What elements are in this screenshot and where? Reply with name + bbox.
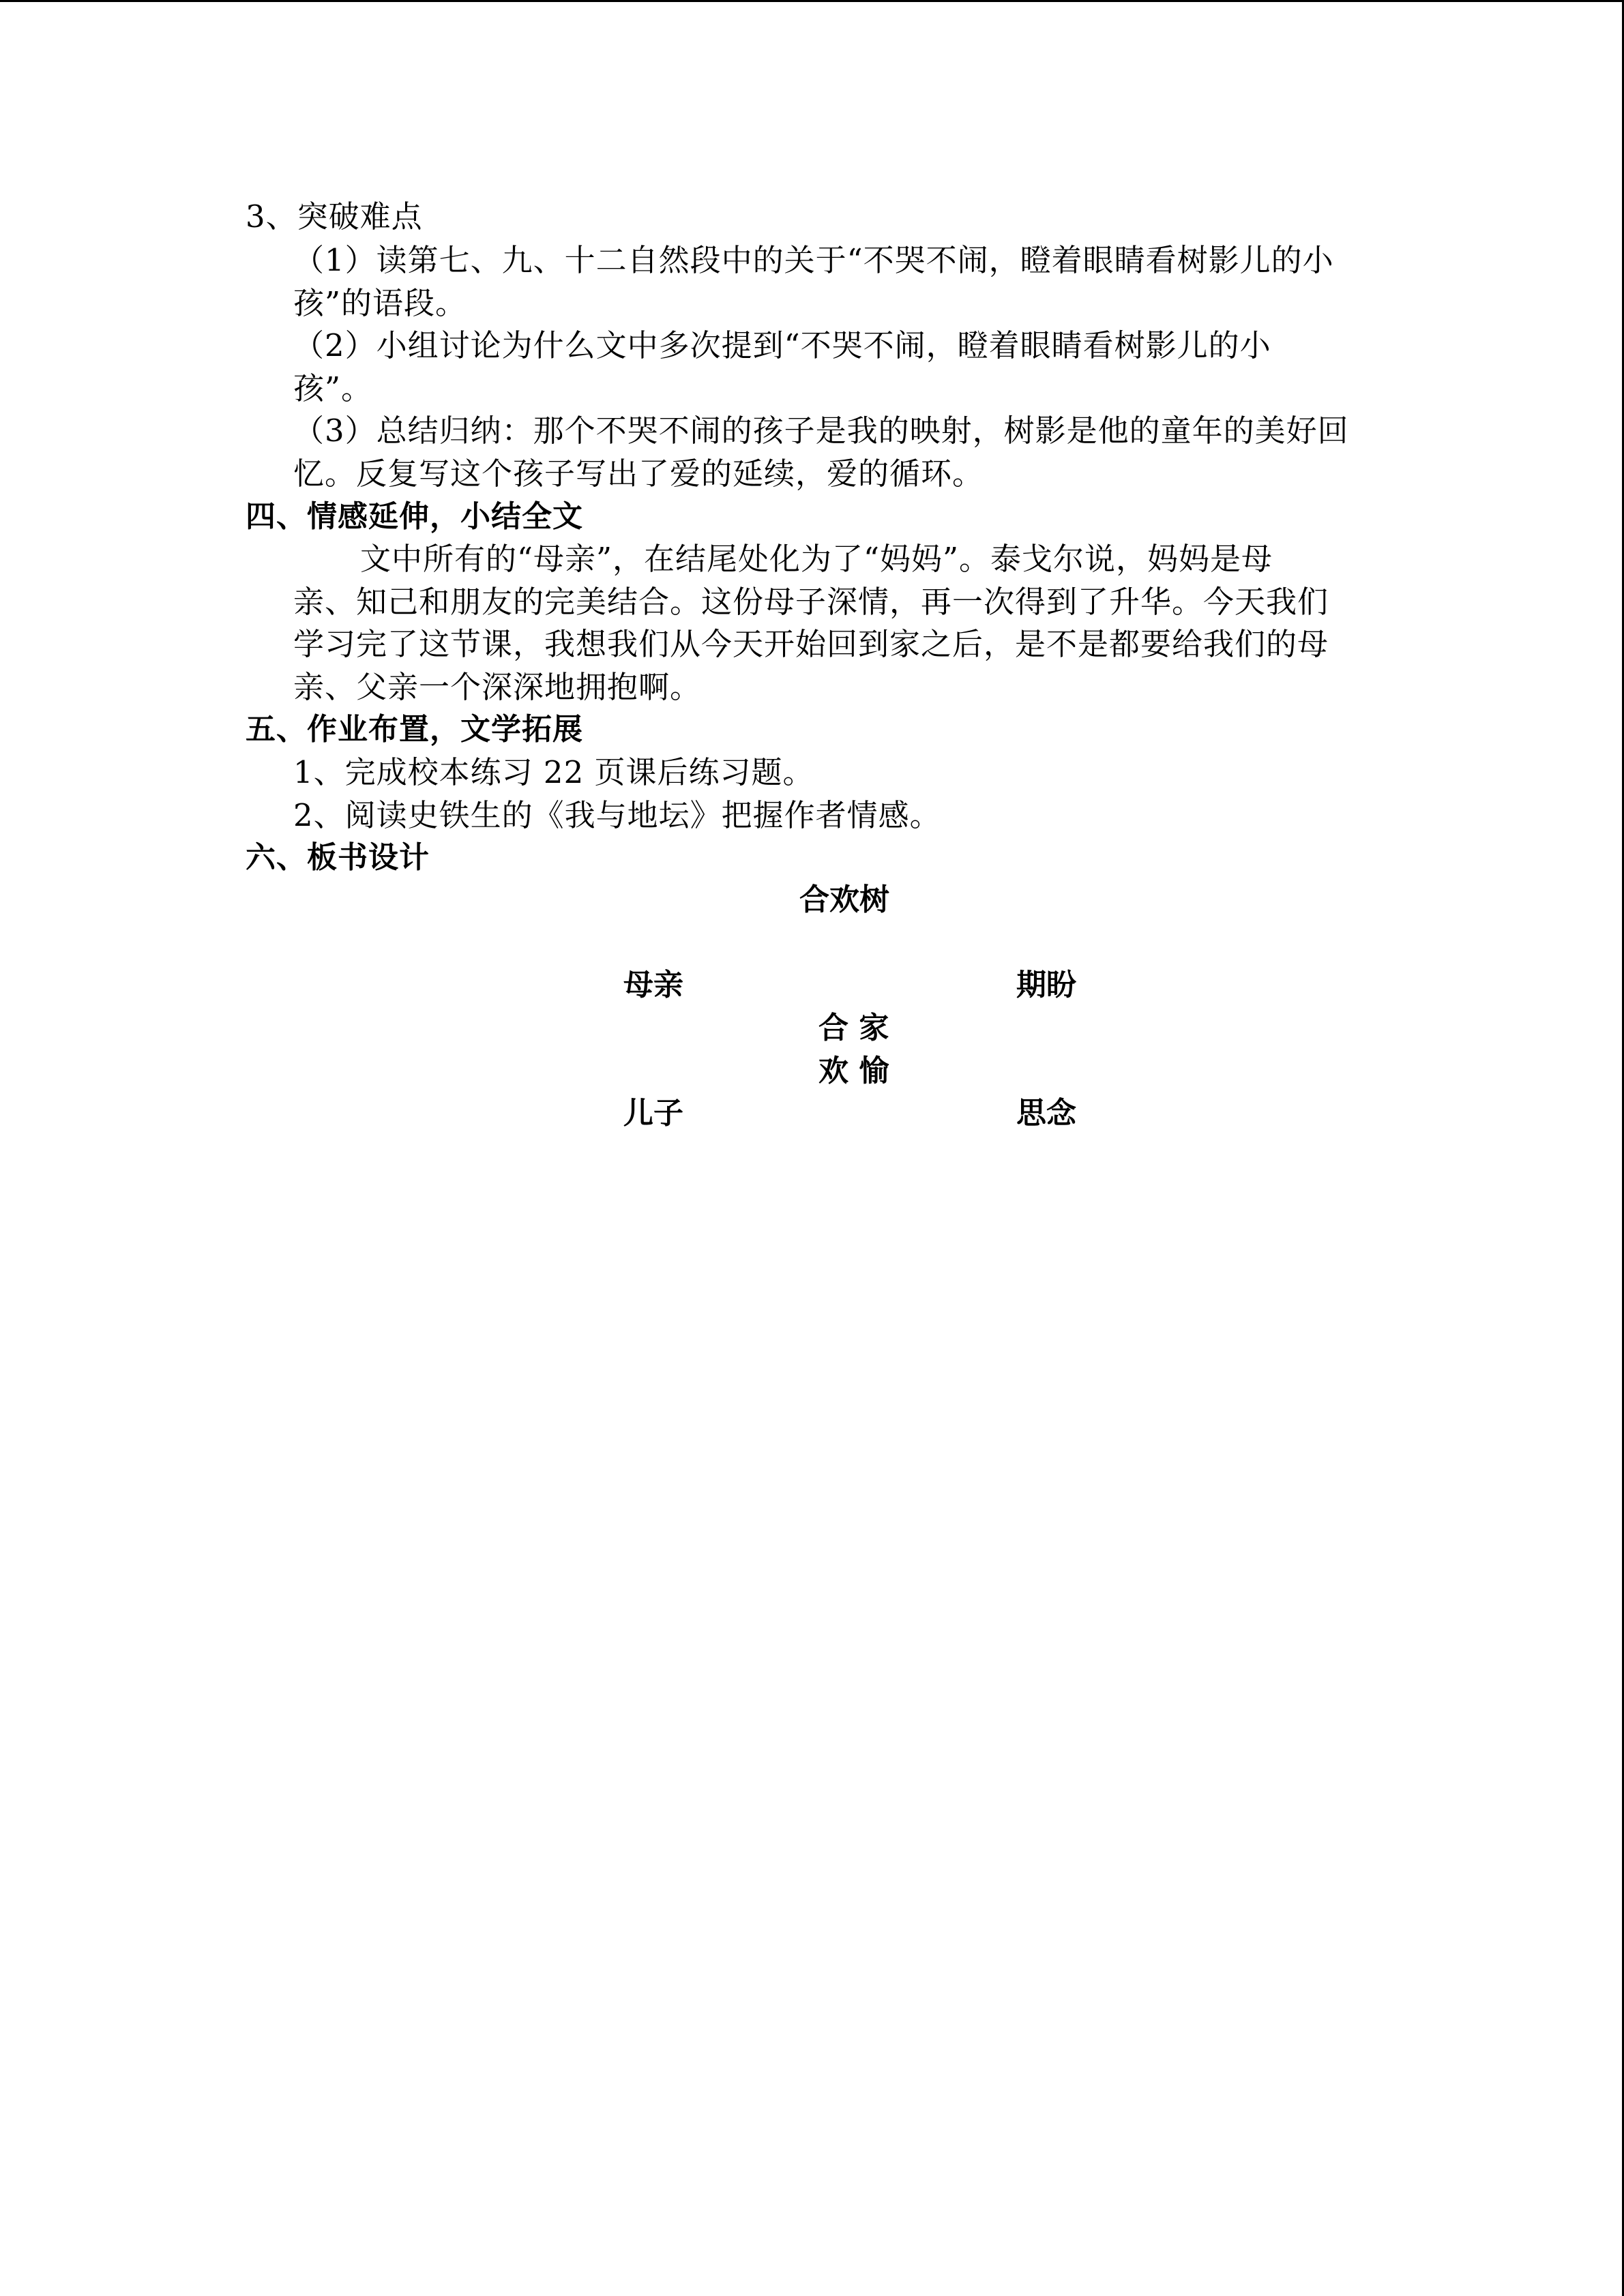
- board-left-top: 母亲: [623, 968, 683, 1002]
- difficulty-item-1-line-1: （1）读第七、九、十二自然段中的关于“不哭不闹，瞪着眼睛看树影儿的小: [293, 242, 1334, 278]
- section-heading-board: 六、板书设计: [246, 840, 430, 875]
- section-heading-homework: 五、作业布置，文学拓展: [246, 712, 583, 747]
- board-center-line-2: 欢 愉: [818, 1054, 889, 1088]
- board-left-bottom: 儿子: [623, 1096, 683, 1131]
- emotion-paragraph-line-4: 亲、父亲一个深深地拥抱啊。: [293, 669, 702, 705]
- difficulty-item-2-line-2: 孩”。: [293, 370, 373, 406]
- emotion-paragraph-line-3: 学习完了这节课，我想我们从今天开始回到家之后，是不是都要给我们的母: [293, 626, 1329, 662]
- page-top-border: [0, 0, 1624, 2]
- difficulty-item-1-line-2: 孩”的语段。: [293, 285, 467, 321]
- emotion-paragraph-line-1: 文中所有的“母亲”，在结尾处化为了“妈妈”。泰戈尔说，妈妈是母: [360, 541, 1273, 577]
- difficulty-item-2-line-1: （2）小组讨论为什么文中多次提到“不哭不闹，瞪着眼睛看树影儿的小: [293, 327, 1271, 363]
- homework-item-2: 2、阅读史铁生的《我与地坛》把握作者情感。: [293, 797, 941, 833]
- emotion-paragraph-line-2: 亲、知己和朋友的完美结合。这份母子深情，再一次得到了升华。今天我们: [293, 584, 1329, 620]
- board-right-bottom: 思念: [1016, 1096, 1076, 1131]
- homework-item-1: 1、完成校本练习 22 页课后练习题。: [293, 754, 814, 790]
- difficulty-item-3-line-2: 忆。反复写这个孩子写出了爱的延续，爱的循环。: [293, 456, 984, 492]
- board-center-line-1: 合 家: [818, 1011, 889, 1045]
- section-heading-difficulty: 3、突破难点: [246, 198, 423, 235]
- difficulty-item-3-line-1: （3）总结归纳：那个不哭不闹的孩子是我的映射，树影是他的童年的美好回: [293, 413, 1349, 449]
- board-right-top: 期盼: [1016, 968, 1076, 1002]
- board-title: 合欢树: [799, 882, 889, 917]
- section-heading-emotion: 四、情感延伸，小结全文: [246, 499, 583, 534]
